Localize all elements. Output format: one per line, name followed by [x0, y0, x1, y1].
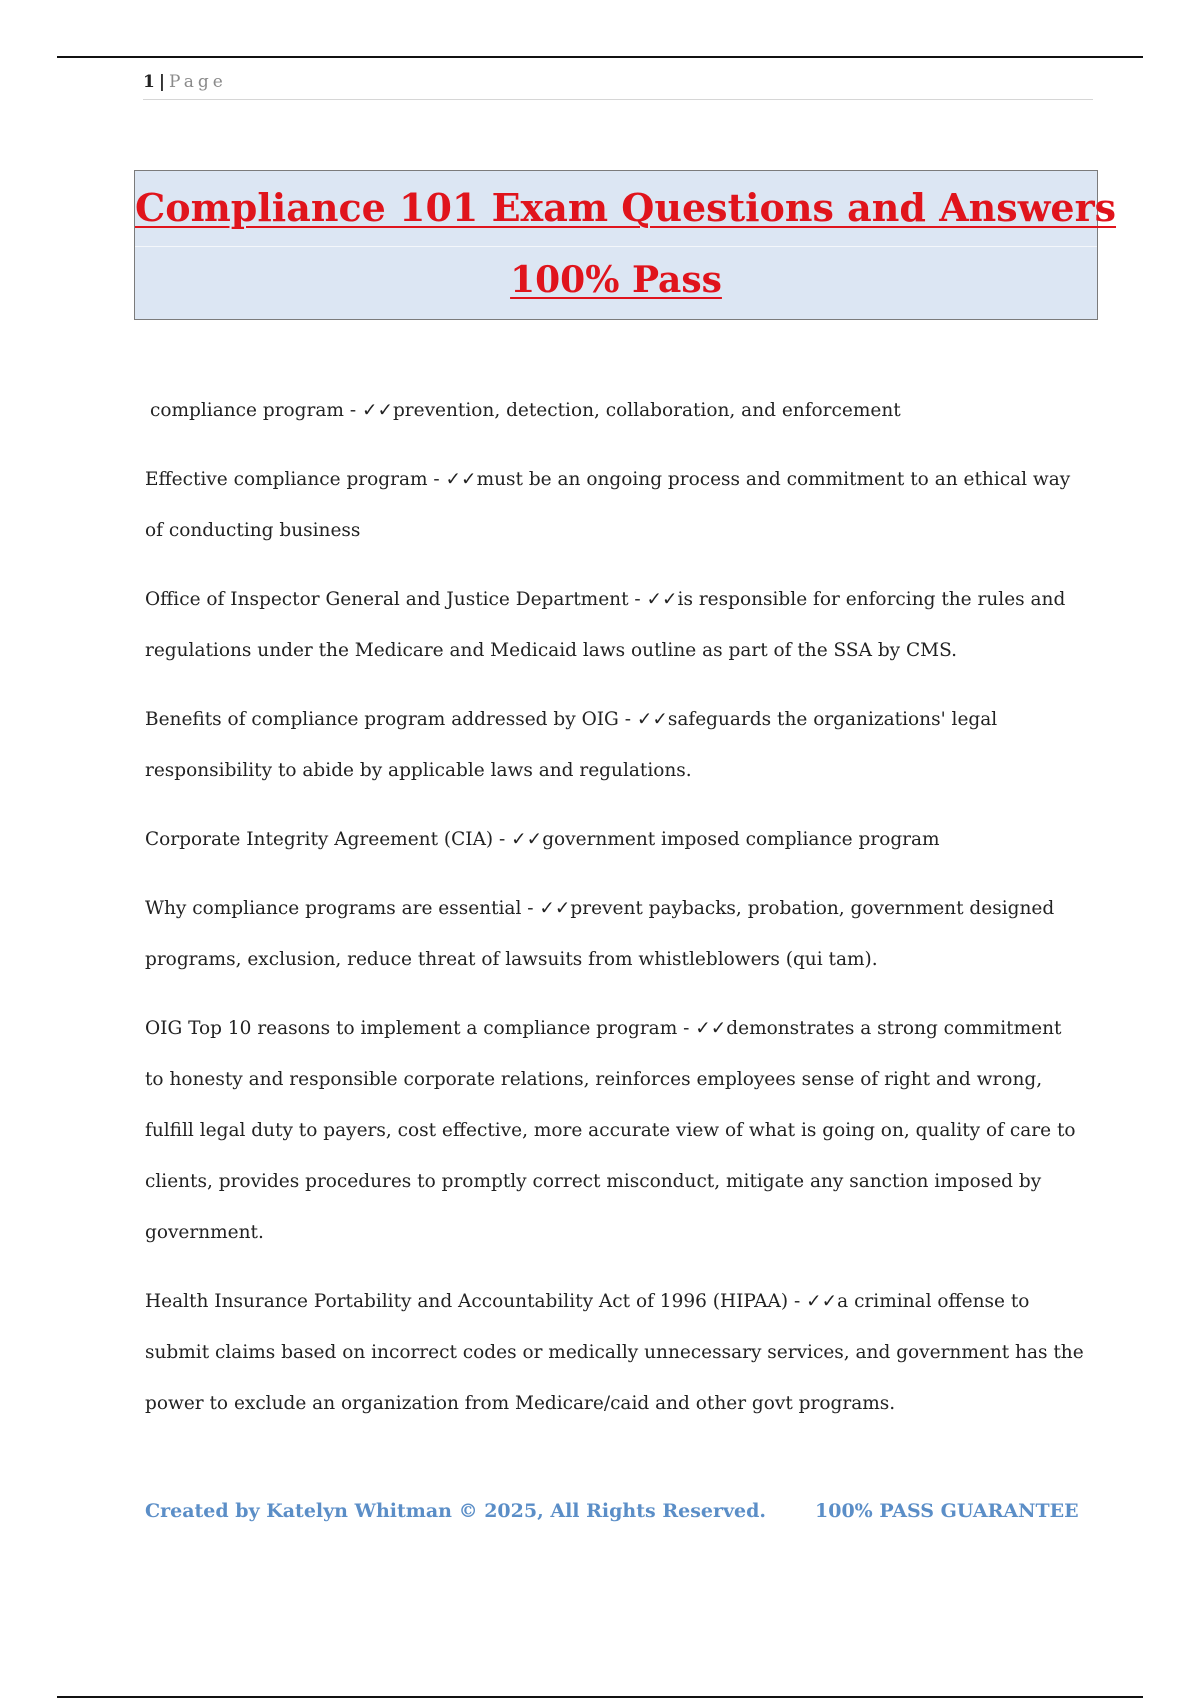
qa-separator: -: [788, 1291, 807, 1312]
qa-entry: [145, 385, 1085, 436]
qa-answer: prevention, detection, collaboration, and enforcement: [392, 400, 901, 421]
qa-entry: [145, 1276, 1085, 1429]
title-line-1: Compliance 101 Exam Questions and Answers: [135, 185, 1117, 230]
header-divider: [143, 99, 1093, 100]
footer-credit: Created by Katelyn Whitman © 2025, All Rights Reserved.: [145, 1500, 767, 1522]
qa-separator: -: [521, 898, 540, 919]
qa-term: OIG Top 10 reasons to implement a compliance program: [145, 1018, 678, 1039]
qa-entry: [145, 454, 1085, 556]
qa-answer: must be an ongoing process and commitment to an ethical way of conducting business: [145, 469, 1071, 541]
qa-entry: [145, 574, 1085, 676]
qa-term: Corporate Integrity Agreement (CIA): [145, 829, 494, 850]
footer: [145, 1500, 1079, 1530]
check-mark-icon: ✓✓: [636, 709, 668, 730]
qa-entry: [145, 694, 1085, 796]
qa-term: compliance program: [150, 400, 344, 421]
footer-guarantee: 100% PASS GUARANTEE: [815, 1500, 1079, 1522]
page-separator: |: [158, 72, 166, 92]
qa-answer: a criminal offense to submit claims based on incorrect codes or medically unnecessary services, and government has the power to exclude an organization from Medicare/caid and other govt programs.: [145, 1291, 1084, 1414]
qa-separator: -: [493, 829, 512, 850]
qa-separator: -: [677, 1018, 696, 1039]
qa-list: [145, 385, 1085, 1447]
qa-answer: prevent paybacks, probation, government designed programs, exclusion, reduce threat of lawsuits from whistleblowers (qui tam).: [145, 898, 1055, 970]
qa-term: Why compliance programs are essential: [145, 898, 522, 919]
qa-entry: [145, 814, 1085, 865]
qa-entry: [145, 1003, 1085, 1258]
check-mark-icon: ✓✓: [445, 469, 477, 490]
qa-separator: -: [618, 709, 637, 730]
top-rule: [57, 56, 1143, 58]
check-mark-icon: ✓✓: [361, 400, 393, 421]
qa-term: Health Insurance Portability and Accountability Act of 1996 (HIPAA): [145, 1291, 789, 1312]
check-mark-icon: ✓✓: [646, 589, 678, 610]
bottom-rule: [57, 1696, 1143, 1698]
qa-term: Benefits of compliance program addressed by OIG: [145, 709, 619, 730]
qa-separator: -: [427, 469, 446, 490]
qa-term: Effective compliance program: [145, 469, 428, 490]
qa-separator: -: [628, 589, 647, 610]
title-box: [134, 170, 1117, 320]
page-number: 1: [143, 72, 155, 92]
check-mark-icon: ✓✓: [806, 1291, 838, 1312]
qa-answer: is responsible for enforcing the rules and regulations under the Medicare and Medicaid laws outline as part of the SSA by CMS.: [145, 589, 1066, 661]
page-header: [143, 72, 1093, 92]
check-mark-icon: ✓✓: [695, 1018, 727, 1039]
check-mark-icon: ✓✓: [539, 898, 571, 919]
qa-separator: -: [343, 400, 362, 421]
qa-answer: government imposed compliance program: [542, 829, 940, 850]
qa-entry: [145, 883, 1085, 985]
title-line-2: 100% Pass: [510, 259, 722, 301]
check-mark-icon: ✓✓: [511, 829, 543, 850]
qa-term: Office of Inspector General and Justice Department: [145, 589, 629, 610]
page-label: Page: [169, 72, 227, 92]
qa-answer: safeguards the organizations' legal responsibility to abide by applicable laws and regulations.: [145, 709, 998, 781]
qa-answer: demonstrates a strong commitment to honesty and responsible corporate relations, reinforces employees sense of right and wrong, fulfill legal duty to payers, cost effective, more accurate view of what is going on, quality of care to clients, provides procedures to promptly correct misconduct, mitigate any sanction imposed by government.: [145, 1018, 1076, 1243]
